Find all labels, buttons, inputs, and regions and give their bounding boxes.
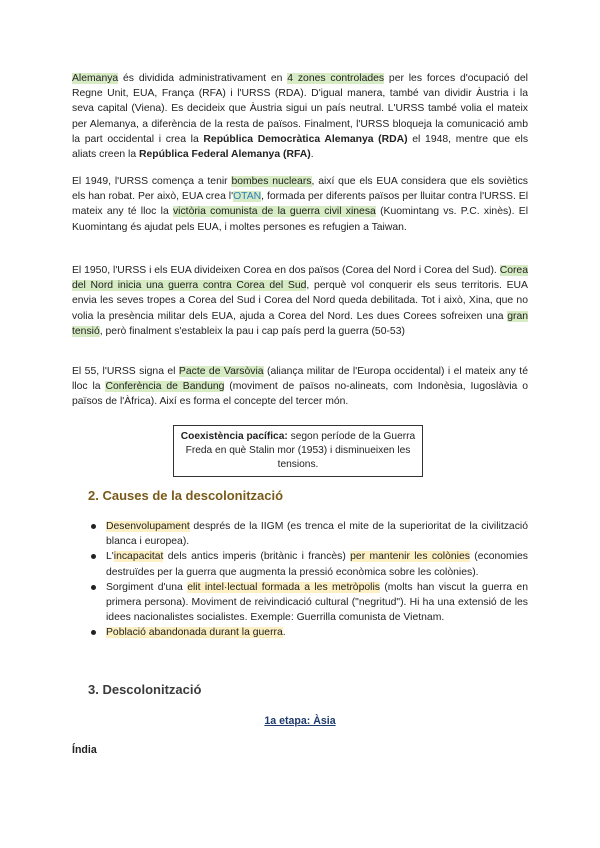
box-bold-term: Coexistència pacífica: [180, 431, 288, 442]
paragraph-1955: El 55, l'URSS signa el Pacte de Varsòvia (aliança militar de l'Europa occidental) i el mateix any té lloc la Conferència de Bandung (moviment de països no-alineats, com Indonèsia, Iugoslàvia o països de l'Àfrica). Així es forma el concepte del tercer món. [72, 366, 528, 408]
highlight-conferencia-bandung: Conferència de Bandung [105, 381, 225, 393]
bold-rda: República Democràtica Alemanya (RDA) [203, 133, 408, 145]
stage-heading-asia: 1a etapa: Àsia [264, 715, 336, 727]
causes-list [88, 519, 528, 641]
box-text: segon període de la Guerra Freda en què Stalin mor (1953) i disminueixen les tensions. [185, 431, 416, 470]
highlight-incapacitat: incapacitat [113, 551, 164, 563]
heading-causes-descolonitzacio: 2. Causes de la descolonització [88, 488, 284, 503]
paragraph-1950-corea: El 1950, l'URSS i els EUA divideixen Corea en dos països (Corea del Nord i Corea del Sud). Corea del Nord inicia una guerra contra Corea del Sud, perquè vol conquerir els seus territoris. EUA envia les seves tropes a Corea del Sud i Corea del Nord queda debilitada. Tot i això, Xina, que no volia la presència militar dels EUA, ajuda a Corea del Nord. Les dues Corees sofreixen una gran tensió, però finalment s'estableix la pau i cap país perd la guerra (50-53) [72, 265, 528, 337]
highlight-desenvolupament: Desenvolupament [106, 521, 190, 532]
paragraph-1949: El 1949, l'URSS comença a tenir bombes nuclears, així que els EUA considera que els soviètics els han robat. Per això, EUA crea l'OTAN, formada per diferents països per lluitar contra l'URSS. El mateix any té lloc la victòria comunista de la guerra civil xinesa (Kuomintang vs. P.C. xinès). El Kuomintang és ajudat pels EUA, i moltes persones es refugien a Taiwan. [72, 176, 529, 233]
heading-descolonitzacio: 3. Descolonització [88, 682, 202, 697]
coexistencia-box [173, 425, 423, 477]
list-item: L'incapacitat dels antics imperis (britànic i francès) per mantenir les colònies (economies destruïdes per la guerra que augmenta la pressió econòmica sobre les colònies). [88, 549, 528, 579]
subheading-india: Índia [72, 744, 97, 756]
highlight-mantenir-colonies: per mantenir les colònies [350, 551, 470, 563]
highlight-gran-tensio: gran tensió [72, 310, 528, 337]
bold-rfa: República Federal Alemanya (RFA) [139, 149, 311, 161]
highlight-victoria-comunista: victòria comunista de la guerra civil xinesa [172, 206, 376, 218]
highlight-4-zones: 4 zones controlades [287, 73, 385, 84]
highlight-poblacio-abandonada: Població abandonada durant la guerra [106, 627, 283, 639]
highlight-otan: OTAN [233, 191, 262, 203]
paragraph-germany-division: Alemanya és dividida administrativament en 4 zones controlades per les forces d'ocupació del Regne Unit, EUA, França (RFA) i l'URSS (RDA). D'igual manera, també van dividir Àustria i la seva capital (Viena). Es decideix que Àustria sigui un país neutral. L'URSS també volia el mateix per Alemanya, a diferència de la resta de països. Finalment, l'URSS bloqueja la comunicació amb la part occidental i crea la República Democràtica Alemanya (RDA) el 1948, mentre que els aliats creen la República Federal Alemanya (RFA). [72, 73, 529, 161]
highlight-corea-guerra: Corea del Nord inicia una guerra contra Corea del Sud [72, 265, 528, 292]
list-item: Població abandonada durant la guerra. [88, 625, 528, 640]
list-item: Sorgiment d'una elit intel·lectual formada a les metròpolis (molts han viscut la guerra en primera persona). Moviment de reivindicació cultural ("negritud"). Hi ha una extensió de les idees nacionalistes socialistes. Exemple: Guerrilla comunista de Vietnam. [88, 580, 528, 626]
highlight-bombes-nuclears: bombes nuclears [231, 176, 312, 187]
highlight-pacte-varsovia: Pacte de Varsòvia [178, 366, 264, 377]
highlight-elit-intellectual: elit intel·lectual formada a les metròpolis [187, 581, 380, 593]
highlight-alemanya: Alemanya [72, 73, 119, 84]
list-item: Desenvolupament després de la IIGM (es trenca el mite de la superioritat de la civilització blanca i europea). [88, 519, 528, 549]
